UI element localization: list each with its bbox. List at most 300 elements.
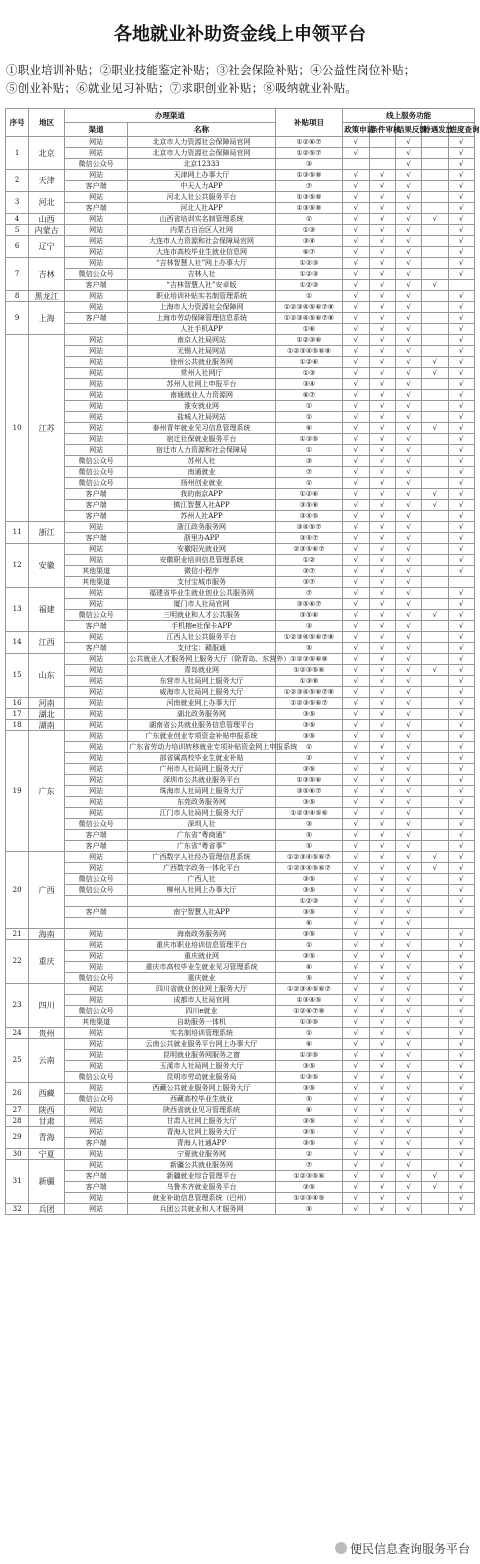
check-cell [448,577,474,588]
check-cell: √ [395,896,421,907]
cell-channel: 网站 [65,797,128,808]
cell-channel: 微信公众号 [65,1072,128,1083]
table-row [6,610,475,621]
cell-subsidy: ①②③ [275,258,342,269]
cell-name: 支付宝城市服务 [128,577,276,588]
cell-channel: 网站 [65,984,128,995]
check-cell: √ [369,302,395,313]
check-cell: √ [343,1028,369,1039]
check-cell: √ [395,786,421,797]
check-cell [422,1094,448,1105]
cell-channel: 微信公众号 [65,819,128,830]
check-cell: √ [343,291,369,302]
cell-region: 江西 [29,632,65,654]
check-cell: √ [369,665,395,676]
cell-channel: 微信公众号 [65,973,128,984]
check-cell: √ [395,885,421,896]
table-row [6,225,475,236]
table-row [6,346,475,357]
cell-channel: 网站 [65,555,128,566]
table-row [6,434,475,445]
check-cell: √ [369,918,395,929]
check-cell: √ [422,665,448,676]
check-cell: √ [395,445,421,456]
cell-region: 新疆 [29,1160,65,1204]
check-cell: √ [369,643,395,654]
cell-name: 北京市人力资源社会保障局官网 [128,148,276,159]
check-cell: √ [369,797,395,808]
cell-seq: 14 [6,632,29,654]
cell-seq: 17 [6,709,29,720]
check-cell: √ [448,1094,474,1105]
cell-name: 苏州人社网上申报平台 [128,379,276,390]
check-cell: √ [369,808,395,819]
check-cell: √ [369,874,395,885]
check-cell [422,434,448,445]
cell-channel: 网站 [65,434,128,445]
check-cell [422,654,448,665]
check-cell: √ [343,577,369,588]
cell-region: 北京 [29,137,65,170]
check-cell: √ [369,1149,395,1160]
cell-name: 昆明就业服务网服务之窗 [128,1050,276,1061]
cell-channel: 网站 [65,940,128,951]
cell-name: 安徽职业培训信息管理系统 [128,555,276,566]
check-cell [422,632,448,643]
cell-subsidy: ①②⑥ [275,357,342,368]
cell-seq: 21 [6,929,29,940]
check-cell: √ [395,368,421,379]
check-cell: √ [343,632,369,643]
check-cell: √ [369,907,395,918]
check-cell: √ [395,1105,421,1116]
cell-name [128,896,276,907]
cell-seq: 18 [6,720,29,731]
cell-channel: 网站 [65,863,128,874]
check-cell: √ [422,423,448,434]
check-cell: √ [422,1171,448,1182]
check-cell: √ [369,203,395,214]
cell-channel: 网站 [65,401,128,412]
cell-channel: 网站 [65,1160,128,1171]
cell-name: 内蒙古自治区人社网 [128,225,276,236]
cell-region: 青海 [29,1127,65,1149]
cell-seq: 28 [6,1116,29,1127]
cell-channel: 其他渠道 [65,577,128,588]
cell-channel: 微信公众号 [65,1006,128,1017]
cell-name: 东莞政务服务网 [128,797,276,808]
check-cell: √ [448,148,474,159]
check-cell: √ [395,236,421,247]
check-cell [422,885,448,896]
check-cell: √ [343,896,369,907]
cell-channel: 客户端 [65,489,128,500]
table-row [6,203,475,214]
check-cell: √ [369,676,395,687]
cell-name: 支付宝：赣服通 [128,643,276,654]
check-cell [369,137,395,148]
subsidy-legend-line-2: ⑤创业补贴；⑥就业见习补贴；⑦求职创业补贴；⑧吸纳就业补贴。 [6,81,357,95]
cell-channel: 网站 [65,764,128,775]
cell-subsidy: ①⑥ [275,324,342,335]
check-cell: √ [448,1050,474,1061]
check-cell [422,1160,448,1171]
table-row [6,1149,475,1160]
cell-name: 重庆就业 [128,973,276,984]
cell-subsidy: ① [275,1028,342,1039]
cell-name: 广西数字人社经办管理信息系统 [128,852,276,863]
check-cell: √ [395,423,421,434]
cell-region: 湖南 [29,720,65,731]
check-cell: √ [343,280,369,291]
check-cell: √ [369,456,395,467]
check-cell [422,599,448,610]
header-name: 名称 [128,123,276,137]
check-cell [422,786,448,797]
cell-region: 湖北 [29,709,65,720]
check-cell: √ [422,500,448,511]
check-cell [422,236,448,247]
cell-channel: 微信公众号 [65,467,128,478]
cell-name: 四川e就业 [128,1006,276,1017]
cell-channel: 微信公众号 [65,1094,128,1105]
check-cell: √ [448,764,474,775]
cell-channel: 网站 [65,676,128,687]
cell-subsidy: ①③⑤ [275,1017,342,1028]
cell-subsidy: ① [275,742,342,753]
check-cell: √ [369,346,395,357]
cell-subsidy: ①②③⑤⑥⑧ [275,654,342,665]
cell-subsidy: ③⑤ [275,731,342,742]
cell-seq: 16 [6,698,29,709]
cell-subsidy: ①②③⑥ [275,335,342,346]
check-cell: √ [448,500,474,511]
cell-channel: 网站 [65,698,128,709]
cell-name: 人社手机APP [128,324,276,335]
cell-channel: 网站 [65,1193,128,1204]
check-cell [422,137,448,148]
check-cell: √ [395,1017,421,1028]
check-cell: √ [369,709,395,720]
check-cell: √ [343,137,369,148]
check-cell [448,280,474,291]
check-cell [422,907,448,918]
check-cell: √ [395,1182,421,1193]
check-cell: √ [395,500,421,511]
check-cell: √ [448,467,474,478]
cell-channel: 网站 [65,962,128,973]
table-row [6,896,475,907]
check-cell: √ [448,423,474,434]
check-cell: √ [448,907,474,918]
check-cell: √ [395,1006,421,1017]
platform-table [5,108,480,1215]
cell-channel: 网站 [65,412,128,423]
cell-name: 山西省培训实名制管理系统 [128,214,276,225]
cell-channel: 网站 [65,1204,128,1215]
header-result: 结果反馈 [395,123,421,137]
table-row [6,1160,475,1171]
check-cell: √ [395,489,421,500]
cell-channel: 网站 [65,775,128,786]
check-cell: √ [395,687,421,698]
cell-name: “吉林智慧人社”安卓版 [128,280,276,291]
check-cell: √ [448,841,474,852]
check-cell: √ [369,1061,395,1072]
check-cell: √ [343,324,369,335]
cell-channel: 网站 [65,632,128,643]
cell-seq: 24 [6,1028,29,1039]
check-cell: √ [395,676,421,687]
check-cell: √ [448,368,474,379]
check-cell: √ [369,247,395,258]
check-cell: √ [369,181,395,192]
cell-seq: 29 [6,1127,29,1149]
check-cell: √ [448,742,474,753]
cell-channel: 微信公众号 [65,610,128,621]
cell-name: 厦门市人社局官网 [128,599,276,610]
table-row [6,1072,475,1083]
cell-subsidy: ③⑤ [275,1083,342,1094]
check-cell: √ [395,973,421,984]
check-cell: √ [369,698,395,709]
check-cell: √ [343,445,369,456]
table-row [6,1006,475,1017]
check-cell [422,764,448,775]
table-row [6,258,475,269]
check-cell: √ [395,698,421,709]
check-cell [422,291,448,302]
cell-name: 西藏高校毕业生就业 [128,1094,276,1105]
check-cell [369,148,395,159]
cell-name: 南通就业 [128,467,276,478]
check-cell: √ [395,170,421,181]
check-cell: √ [422,863,448,874]
check-cell: √ [369,489,395,500]
check-cell: √ [395,324,421,335]
cell-name: 云南公共就业服务平台网上办事大厅 [128,1039,276,1050]
check-cell: √ [395,522,421,533]
wechat-icon [335,1542,347,1554]
cell-channel: 网站 [65,1061,128,1072]
check-cell [422,621,448,632]
subsidy-legend-line-1: ①职业培训补贴；②职业技能鉴定补贴；③社会保险补贴；④公益性岗位补贴； [6,63,416,77]
check-cell: √ [343,478,369,489]
cell-subsidy: ⑤ [275,1204,342,1215]
cell-seq: 15 [6,654,29,698]
check-cell: √ [369,962,395,973]
check-cell: √ [395,984,421,995]
cell-subsidy: ⑦ [275,1160,342,1171]
check-cell [422,181,448,192]
check-cell: √ [448,775,474,786]
cell-region: 内蒙古 [29,225,65,236]
cell-subsidy: ① [275,412,342,423]
cell-name: 海南政务服务网 [128,929,276,940]
check-cell [422,742,448,753]
check-cell: √ [343,302,369,313]
check-cell: √ [448,401,474,412]
table-row [6,830,475,841]
cell-region: 福建 [29,588,65,632]
check-cell [422,225,448,236]
check-cell: √ [369,687,395,698]
cell-subsidy: ⑥ [275,1039,342,1050]
check-cell: √ [395,1160,421,1171]
check-cell: √ [395,753,421,764]
cell-subsidy: ③⑤ [275,1182,342,1193]
table-row [6,159,475,170]
check-cell: √ [395,379,421,390]
cell-name: 广东省劳动力培训转移就业专项补贴资金网上申报系统 [129,742,298,751]
cell-name: 北京市人力资源社会保障局官网 [128,137,276,148]
cell-subsidy: ①③⑤⑧ [275,170,342,181]
cell-channel: 网站 [65,544,128,555]
check-cell [422,709,448,720]
cell-name: 自助服务一体机 [128,1017,276,1028]
check-cell: √ [395,1061,421,1072]
check-cell [422,995,448,1006]
table-row [6,808,475,819]
cell-name: 无锡人社局网站 [128,346,276,357]
check-cell: √ [448,291,474,302]
check-cell: √ [448,951,474,962]
check-cell [422,203,448,214]
check-cell: √ [448,236,474,247]
cell-channel: 网站 [65,995,128,1006]
check-cell: √ [343,676,369,687]
check-cell: √ [369,445,395,456]
cell-seq: 8 [6,291,29,302]
cell-subsidy: ⑥⑦ [275,390,342,401]
cell-seq: 31 [6,1160,29,1204]
check-cell: √ [448,137,474,148]
check-cell: √ [448,1193,474,1204]
cell-channel: 网站 [65,357,128,368]
table-row [6,302,475,313]
check-cell: √ [343,489,369,500]
cell-subsidy: ①②③⑤⑥⑦ [275,698,342,709]
table-row [6,1028,475,1039]
check-cell: √ [343,456,369,467]
check-cell: √ [343,390,369,401]
cell-seq: 3 [6,192,29,214]
table-row [6,291,475,302]
cell-subsidy: ①②③④⑤ [275,1193,342,1204]
cell-channel: 网站 [65,390,128,401]
cell-channel: 网站 [65,665,128,676]
check-cell: √ [448,324,474,335]
check-cell: √ [343,203,369,214]
cell-subsidy: ③⑤ [275,885,342,896]
check-cell: √ [343,192,369,203]
cell-channel: 网站 [65,929,128,940]
cell-subsidy: ⑥ [275,918,342,929]
check-cell: √ [369,170,395,181]
check-cell: √ [343,313,369,324]
check-cell: √ [448,1105,474,1116]
check-cell: √ [448,753,474,764]
cell-seq: 12 [6,544,29,588]
table-row [6,929,475,940]
check-cell: √ [369,1039,395,1050]
cell-region: 贵州 [29,1028,65,1039]
check-cell: √ [369,632,395,643]
check-cell: √ [448,390,474,401]
cell-name: “吉林智慧人社”网上办事大厅 [128,258,276,269]
cell-name: 天津网上办事大厅 [128,170,276,181]
table-row [6,984,475,995]
check-cell: √ [343,610,369,621]
check-cell: √ [422,852,448,863]
check-cell: √ [448,192,474,203]
check-cell: √ [448,225,474,236]
check-cell: √ [343,467,369,478]
check-cell: √ [395,357,421,368]
check-cell: √ [448,940,474,951]
cell-subsidy: ①②⑤⑦ [275,148,342,159]
cell-name: 淮安就业网 [128,401,276,412]
cell-channel: 网站 [65,214,128,225]
check-cell [422,951,448,962]
check-cell: √ [448,214,474,225]
cell-name: 微信小程序 [128,566,276,577]
check-cell: √ [343,566,369,577]
cell-subsidy: ①③⑤⑥ [275,775,342,786]
check-cell: √ [422,368,448,379]
cell-name: 广州市人社局网上服务大厅 [128,764,276,775]
check-cell: √ [343,599,369,610]
check-cell: √ [369,533,395,544]
table-row [6,1039,475,1050]
cell-channel: 微信公众号 [65,478,128,489]
check-cell: √ [448,533,474,544]
table-row [6,170,475,181]
check-cell: √ [395,577,421,588]
check-cell: √ [448,643,474,654]
table-row [6,489,475,500]
check-cell [422,1072,448,1083]
cell-channel: 网站 [65,445,128,456]
check-cell [369,159,395,170]
cell-channel: 网站 [65,852,128,863]
check-cell: √ [395,1193,421,1204]
check-cell [422,522,448,533]
check-cell: √ [448,973,474,984]
check-cell: √ [395,852,421,863]
cell-channel [65,896,128,907]
check-cell: √ [448,676,474,687]
check-cell: √ [448,566,474,577]
check-cell: √ [395,456,421,467]
check-cell: √ [395,1204,421,1215]
check-cell: √ [395,412,421,423]
check-cell: √ [448,610,474,621]
check-cell: √ [369,731,395,742]
table-row [6,335,475,346]
check-cell [422,1127,448,1138]
table-row [6,588,475,599]
table-row [6,940,475,951]
table-row [6,907,475,918]
check-cell [422,676,448,687]
cell-region: 广东 [29,731,65,852]
check-cell [422,390,448,401]
table-row [6,137,475,148]
cell-channel: 微信公众号 [65,159,128,170]
check-cell: √ [395,654,421,665]
cell-name: 实名制培训管理系统 [128,1028,276,1039]
